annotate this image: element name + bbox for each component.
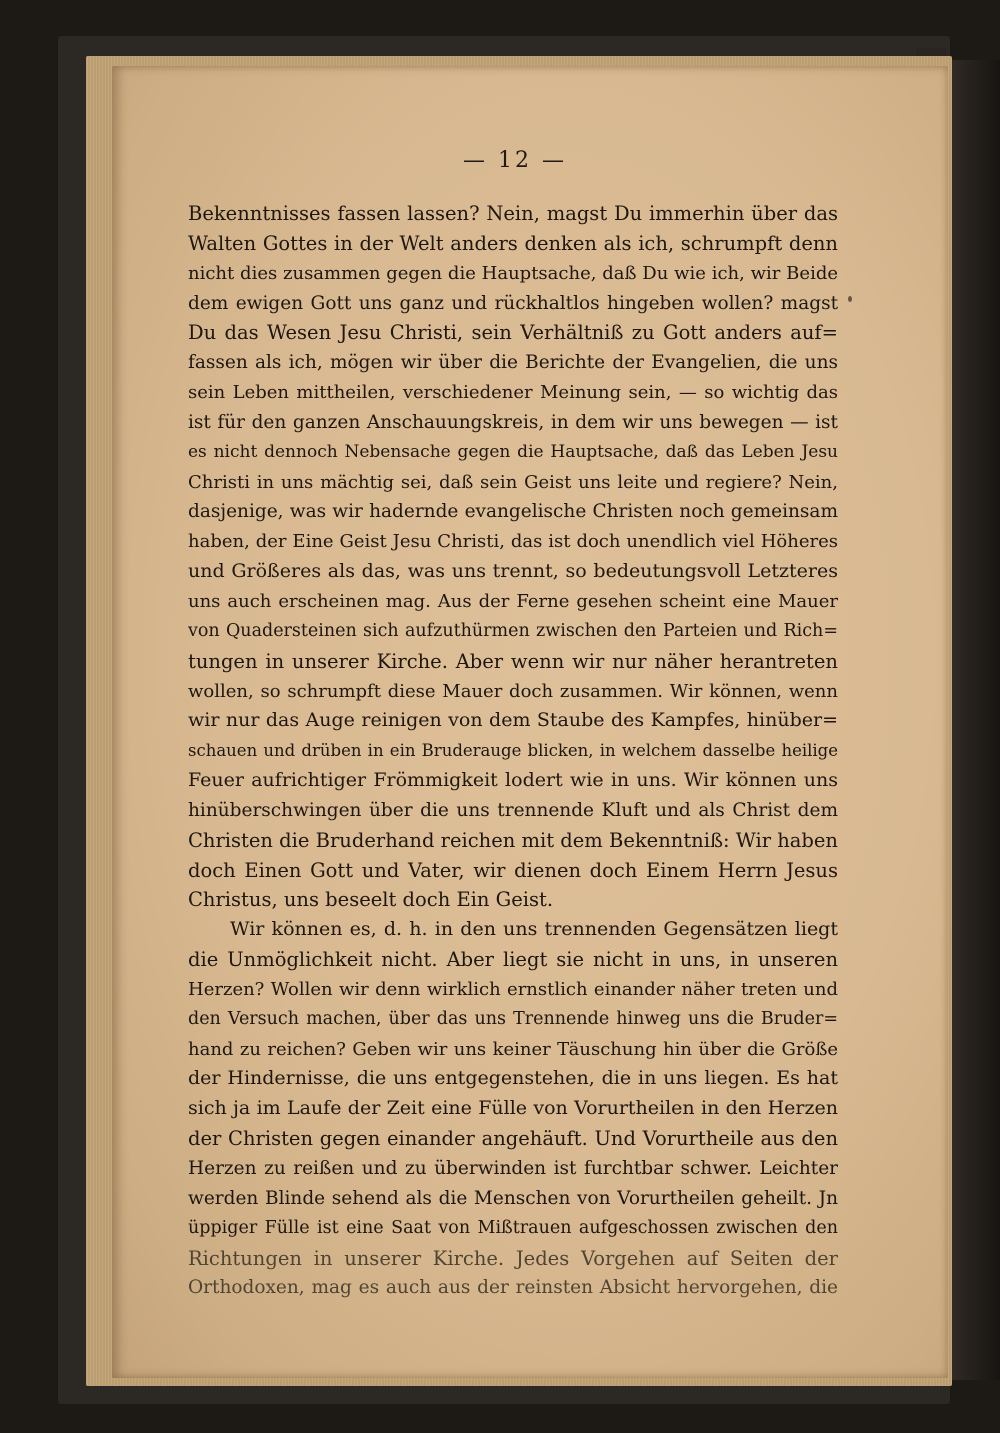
text-line: der Christen gegen einander angehäuft. Und Vorurtheile aus den bbox=[188, 1127, 838, 1151]
text-line: wollen, so schrumpft diese Mauer doch zusammen. Wir können, wenn bbox=[188, 680, 838, 702]
text-line: von Quadersteinen sich aufzuthürmen zwischen den Parteien und Rich= bbox=[188, 620, 838, 641]
text-line: Du das Wesen Jesu Christi, sein Verhältniß zu Gott anders auf= bbox=[188, 321, 838, 345]
text-line: Walten Gottes in der Welt anders denken als ich, schrumpft denn bbox=[188, 231, 838, 255]
text-line: und Größeres als das, was uns trennt, so bedeutungsvoll Letzteres bbox=[188, 560, 838, 583]
text-line: es nicht dennoch Nebensache gegen die Hauptsache, daß das Leben Jesu bbox=[188, 441, 838, 462]
paragraph-start-line: Wir können es, d. h. in den uns trennenden Gegensätzen liegt bbox=[230, 918, 838, 941]
text-line: Christen die Bruderhand reichen mit dem Bekenntniß: Wir haben bbox=[188, 828, 838, 852]
text-line: haben, der Eine Geist Jesu Christi, das ist doch unendlich viel Höheres bbox=[188, 531, 838, 553]
text-line: Bekenntnisses fassen lassen? Nein, magst Du immerhin über das bbox=[188, 202, 838, 225]
body-text bbox=[188, 199, 838, 1303]
text-line: Herzen? Wollen wir denn wirklich ernstlich einander näher treten und bbox=[188, 978, 838, 1000]
text-line: hand zu reichen? Geben wir uns keiner Täuschung hin über die Größe bbox=[188, 1038, 838, 1060]
text-line: die Unmöglichkeit nicht. Aber liegt sie nicht in uns, in unseren bbox=[188, 948, 838, 972]
text-line: sein Leben mittheilen, verschiedener Meinung sein, — so wichtig das bbox=[188, 382, 838, 404]
text-line: Christi in uns mächtig sei, daß sein Geist uns leite und regiere? Nein, bbox=[188, 471, 838, 493]
text-line: den Versuch machen, über das uns Trennende hinweg uns die Bruder= bbox=[188, 1008, 838, 1029]
text-line: ist für den ganzen Anschauungskreis, in dem wir uns bewegen — ist bbox=[188, 411, 838, 433]
text-line: nicht dies zusammen gegen die Hauptsache, daß Du wie ich, wir Beide bbox=[188, 262, 838, 284]
text-line: werden Blinde sehend als die Menschen von Vorurtheilen geheilt. Jn bbox=[188, 1187, 838, 1209]
text-line: Richtungen in unserer Kirche. Jedes Vorgehen auf Seiten der bbox=[188, 1246, 838, 1270]
text-line: Orthodoxen, mag es auch aus der reinsten Absicht hervorgehen, die bbox=[188, 1277, 838, 1299]
text-line: wir nur das Auge reinigen von dem Staube des Kampfes, hinüber= bbox=[188, 709, 838, 732]
text-line: Herzen zu reißen und zu überwinden ist furchtbar schwer. Leichter bbox=[188, 1158, 838, 1179]
text-line: doch Einen Gott und Vater, wir dienen doch Einem Herrn Jesus bbox=[188, 858, 838, 882]
paragraph-end-line: Christus, uns beseelt doch Ein Geist. bbox=[188, 888, 554, 912]
text-line: üppiger Fülle ist eine Saat von Mißtrauen aufgeschossen zwischen den bbox=[188, 1217, 838, 1238]
text-line: dem ewigen Gott uns ganz und rückhaltlos hingeben wollen? magst bbox=[188, 292, 838, 314]
paper-speck bbox=[848, 296, 852, 302]
text-line: tungen in unserer Kirche. Aber wenn wir nur näher herantreten bbox=[188, 649, 838, 673]
page-number: — 12 — bbox=[463, 148, 567, 173]
text-line: hinüberschwingen über die uns trennende Kluft und als Christ dem bbox=[188, 799, 838, 821]
text-line: dasjenige, was wir hadernde evangelische Christen noch gemeinsam bbox=[188, 501, 838, 523]
text-line: der Hindernisse, die uns entgegenstehen, die in uns liegen. Es hat bbox=[188, 1067, 838, 1090]
text-line: fassen als ich, mögen wir über die Berichte der Evangelien, die uns bbox=[188, 352, 838, 374]
text-line: uns auch erscheinen mag. Aus der Ferne gesehen scheint eine Mauer bbox=[188, 590, 838, 612]
text-line: schauen und drüben in ein Bruderauge blicken, in welchem dasselbe heilige bbox=[188, 741, 838, 761]
text-line: sich ja im Laufe der Zeit eine Fülle von Vorurtheilen in den Herzen bbox=[188, 1097, 838, 1120]
text-line: Feuer aufrichtiger Frömmigkeit lodert wie in uns. Wir können uns bbox=[188, 769, 838, 792]
